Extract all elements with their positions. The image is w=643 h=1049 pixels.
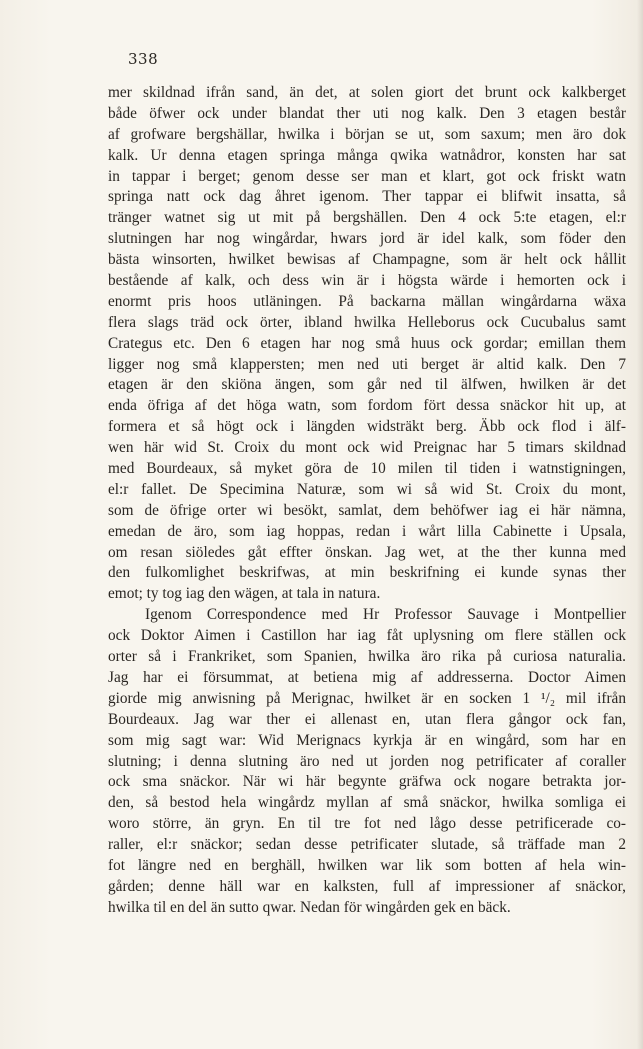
text-line: emedan de äro, som iag hoppas, redan i wårt lilla Cabinette i Upsala,	[108, 522, 626, 540]
text-line: gården; denne häll war en kalksten, full af impressioner af snäckor,	[108, 877, 626, 895]
text-line: bästa winsorten, hwilket bewisas af Champagne, som är helt ock hållit	[108, 251, 626, 269]
text-line: med Bourdeaux, så myket göra de 10 milen til tiden i watnstigningen,	[108, 460, 626, 478]
text-line: Crategus etc. Den 6 etagen har nog små huus ock gordar; emillan them	[108, 334, 626, 352]
text-line: springa natt ock dag åhret igenom. Ther tappar ei blifwit insatta, så	[108, 188, 626, 206]
text-line: slutning; i denna slutning äro ned ut jorden nog petrificater af coraller	[108, 752, 626, 770]
text-line: el:r fallet. De Specimina Naturæ, som wi så wid St. Croix du mont,	[108, 480, 626, 498]
text-line: mer skildnad ifrån sand, än det, at solen giort det brunt ock kalkberget	[108, 84, 626, 101]
page-edge-shadow	[637, 0, 643, 1049]
text-line: enda öfriga af det höga watn, som fordom fört dessa snäckor hit up, at	[108, 397, 626, 415]
text-line: som mig sagt war: Wid Merignacs kyrkja är en wingård, som har en	[108, 731, 626, 749]
text-line: kalk. Ur denna etagen springa många qwika watnådror, konsten har sat	[108, 146, 626, 164]
text-line: ligger nog små klappersten; men ned uti berget är altid kalk. Den 7	[108, 355, 626, 373]
text-line: woro större, än gryn. En til tre fot ned lågo desse petrificerade co-	[108, 815, 626, 833]
text-line: raller, el:r snäckor; sedan desse petrificater slutade, så träffade man 2	[108, 836, 626, 854]
text-line: den, så bestod hela wingårdz myllan af små snäckor, hwilka somliga ei	[108, 794, 626, 812]
text-line: både öfwer ock under blandat ther uti nog kalk. Den 3 etagen består	[108, 104, 626, 122]
text-line: giorde mig anwisning på Merignac, hwilket är en socken 1 ¹/₂ mil ifrån	[108, 689, 626, 707]
text-line: etagen är den skiöna ängen, som går ned til älfwen, hwilken är det	[108, 376, 626, 394]
text-line: bestående af kalk, och dess win är i högsta wärde i hemorten ock i	[108, 272, 626, 290]
text-line: fot längre ned en berghäll, hwilken war lik som botten af hela win-	[108, 856, 626, 874]
text-line: Igenom Correspondence med Hr Professor Sauvage i Montpellier	[145, 606, 626, 624]
text-line: Jag har ei försummat, at betiena mig af addresserna. Doctor Aimen	[108, 668, 626, 686]
text-line: hwilka til en del än sutto qwar. Nedan för wingården gek en bäck.	[108, 898, 511, 916]
text-line: om resan siöledes gåt effter önskan. Jag wet, at the ther kunna med	[108, 543, 626, 561]
page-number: 338	[128, 50, 159, 68]
text-line: orter så i Frankriket, som Spanien, hwilka äro rika på curiosa naturalia.	[108, 648, 626, 666]
text-line: wen här wid St. Croix du mont ock wid Preignac har 5 timars skildnad	[108, 439, 626, 457]
text-line: flera slags träd ock örter, ibland hwilka Helleborus ock Cucubalus samt	[108, 313, 626, 331]
text-line: formera et så högt ock i längden widsträkt berg. Äbb ock flod i älf-	[108, 418, 626, 436]
body-text	[108, 83, 626, 919]
text-line: Bourdeaux. Jag war ther ei allenast en, utan flera gångor ock fan,	[108, 710, 626, 728]
text-line: den fulkomlighet beskrifwas, at min beskrifning ei kunde synas ther	[108, 564, 626, 582]
text-line: in tappar i berget; genom desse ser man et klart, got ock friskt watn	[108, 167, 626, 185]
text-line: tränger watnet sig ut mit på bergshällen. Den 4 ock 5:te etagen, el:r	[108, 209, 626, 227]
text-line: ock sma snäckor. När wi här begynte gräfwa ock nogare betrakta jor-	[108, 773, 626, 791]
text-line: som de öfrige orter wi besökt, samlat, dem behöfwer iag ei här nämna,	[108, 501, 626, 519]
text-line: ock Doktor Aimen i Castillon har iag fåt uplysning om flere ställen ock	[108, 627, 626, 645]
text-line: slutningen har nog wingårdar, hwars jord är idel kalk, som föder den	[108, 230, 626, 248]
text-line: af grofware bergshällar, hwilka i början se ut, som saxum; men äro dok	[108, 125, 626, 143]
text-line: enormt pris hoos utläningen. På backarna mällan wingårdarna wäxa	[108, 292, 626, 310]
text-line: emot; ty tog iag den wägen, at tala in natura.	[108, 585, 381, 603]
